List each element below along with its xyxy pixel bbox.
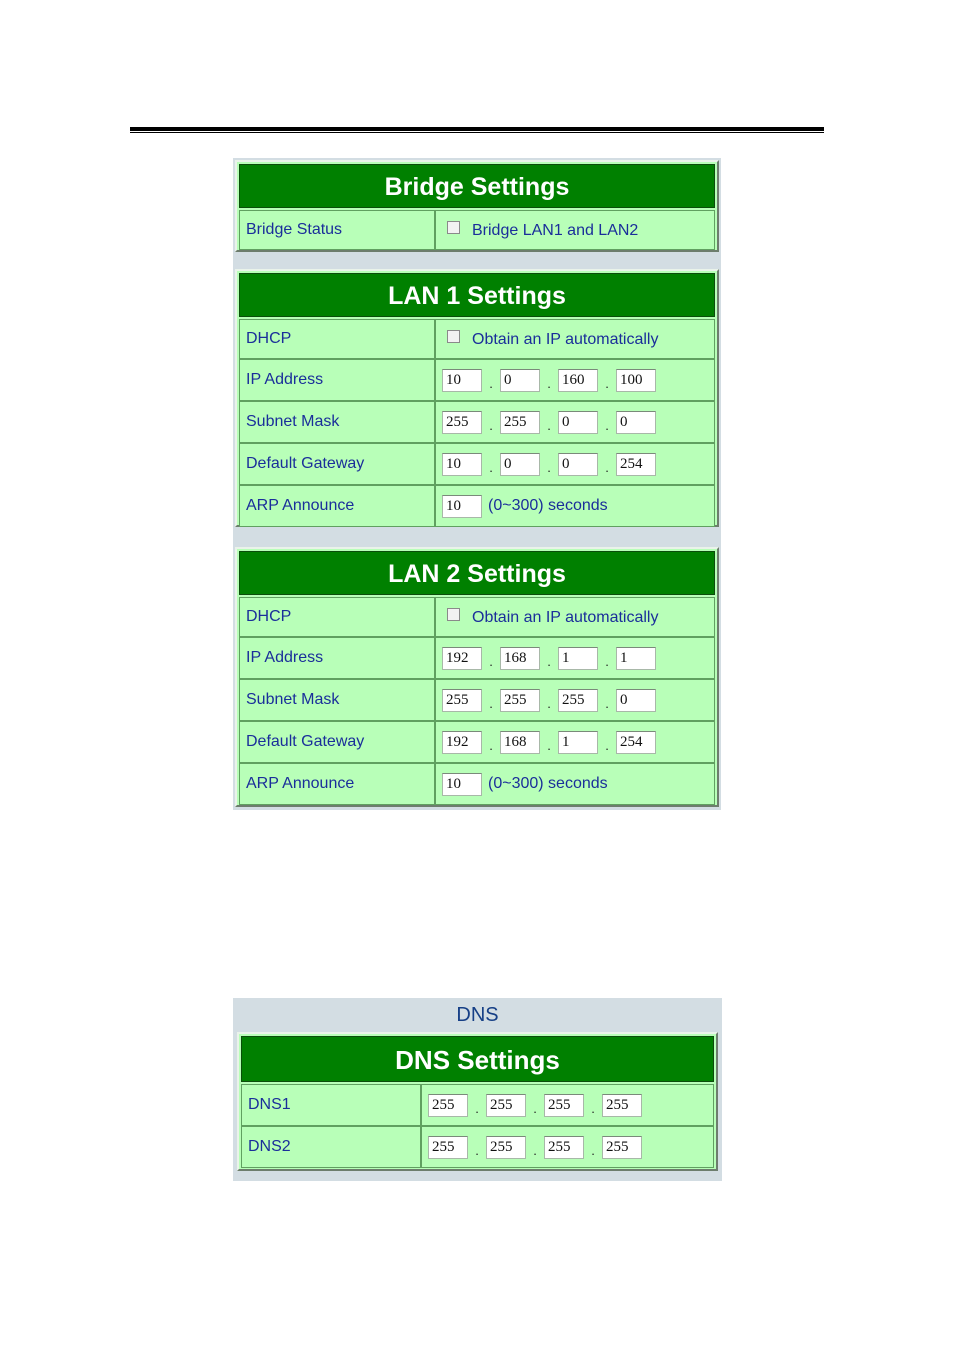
dns-settings-table xyxy=(237,1032,718,1171)
lan1-ip-octet-4[interactable]: 100 xyxy=(616,369,656,392)
lan1-settings-title: LAN 1 Settings xyxy=(239,273,715,317)
lan2-mask-octet-4[interactable]: 0 xyxy=(616,689,656,712)
lan1-arp-row xyxy=(239,485,715,527)
lan2-mask-octet-3[interactable]: 255 xyxy=(558,689,598,712)
lan2-gateway-value: 192 . 168 . 1 . 254 xyxy=(435,721,715,763)
lan2-mask-label: Subnet Mask xyxy=(239,679,435,721)
page-rule-thin xyxy=(130,132,824,133)
lan2-mask-octet-2[interactable]: 255 xyxy=(500,689,540,712)
lan1-dhcp-label: DHCP xyxy=(239,319,435,359)
lan2-gateway-octet-3[interactable]: 1 xyxy=(558,731,598,754)
lan2-dhcp-checkbox[interactable] xyxy=(447,608,460,621)
dns2-value: 255 . 255 . 255 . 255 xyxy=(421,1126,714,1168)
lan2-mask-value: 255 . 255 . 255 . 0 xyxy=(435,679,715,721)
bridge-settings-table xyxy=(235,160,719,252)
lan1-arp-input[interactable]: 10 xyxy=(442,495,482,518)
dns2-octet-4[interactable]: 255 xyxy=(602,1136,642,1159)
lan1-mask-row xyxy=(239,401,715,443)
lan1-gateway-value: 10 . 0 . 0 . 254 xyxy=(435,443,715,485)
dns1-octet-2[interactable]: 255 xyxy=(486,1094,526,1117)
lan1-mask-octet-4[interactable]: 0 xyxy=(616,411,656,434)
dns1-octet-1[interactable]: 255 xyxy=(428,1094,468,1117)
lan1-ip-octet-2[interactable]: 0 xyxy=(500,369,540,392)
lan2-ip-value: 192 . 168 . 1 . 1 xyxy=(435,637,715,679)
lan1-mask-octet-3[interactable]: 0 xyxy=(558,411,598,434)
lan1-ip-octet-1[interactable]: 10 xyxy=(442,369,482,392)
lan2-dhcp-value xyxy=(435,597,715,637)
dns1-value: 255 . 255 . 255 . 255 xyxy=(421,1084,714,1126)
lan1-dhcp-row xyxy=(239,319,715,359)
lan2-dhcp-checkbox-label: Obtain an IP automatically xyxy=(472,609,659,626)
lan2-settings-table xyxy=(235,547,719,807)
dns-caption: DNS xyxy=(456,1004,499,1026)
lan2-ip-octet-2[interactable]: 168 xyxy=(500,647,540,670)
lan1-gateway-octet-3[interactable]: 0 xyxy=(558,453,598,476)
bridge-status-label: Bridge Status xyxy=(239,210,435,250)
lan2-gateway-label: Default Gateway xyxy=(239,721,435,763)
lan1-mask-value: 255 . 255 . 0 . 0 xyxy=(435,401,715,443)
lan2-gateway-octet-2[interactable]: 168 xyxy=(500,731,540,754)
lan1-arp-value xyxy=(435,485,715,527)
lan2-ip-label: IP Address xyxy=(239,637,435,679)
lan2-arp-label: ARP Announce xyxy=(239,763,435,805)
lan2-arp-row xyxy=(239,763,715,805)
lan1-mask-octet-1[interactable]: 255 xyxy=(442,411,482,434)
lan1-dhcp-checkbox-label: Obtain an IP automatically xyxy=(472,331,659,348)
lan1-ip-value: 10 . 0 . 160 . 100 xyxy=(435,359,715,401)
lan1-gateway-label: Default Gateway xyxy=(239,443,435,485)
network-settings-panel xyxy=(233,158,721,810)
lan2-arp-input[interactable]: 10 xyxy=(442,773,482,796)
lan2-dhcp-row xyxy=(239,597,715,637)
lan2-ip-octet-3[interactable]: 1 xyxy=(558,647,598,670)
lan1-ip-label: IP Address xyxy=(239,359,435,401)
lan2-gateway-octet-4[interactable]: 254 xyxy=(616,731,656,754)
lan2-gateway-row xyxy=(239,721,715,763)
dns2-label: DNS2 xyxy=(241,1126,421,1168)
lan1-settings-table xyxy=(235,269,719,527)
dns1-label: DNS1 xyxy=(241,1084,421,1126)
bridge-settings-title: Bridge Settings xyxy=(239,164,715,208)
lan1-gateway-row xyxy=(239,443,715,485)
dns2-octet-1[interactable]: 255 xyxy=(428,1136,468,1159)
lan1-arp-suffix: (0~300) seconds xyxy=(488,497,608,514)
lan2-ip-octet-4[interactable]: 1 xyxy=(616,647,656,670)
bridge-checkbox-label: Bridge LAN1 and LAN2 xyxy=(472,222,639,239)
lan1-arp-label: ARP Announce xyxy=(239,485,435,527)
dns-settings-title: DNS Settings xyxy=(241,1036,714,1082)
dns1-row xyxy=(241,1084,714,1126)
lan2-ip-row xyxy=(239,637,715,679)
lan1-mask-octet-2[interactable]: 255 xyxy=(500,411,540,434)
lan1-gateway-octet-2[interactable]: 0 xyxy=(500,453,540,476)
lan2-arp-value xyxy=(435,763,715,805)
page-rule-thick xyxy=(130,127,824,131)
lan2-settings-title: LAN 2 Settings xyxy=(239,551,715,595)
dns2-row xyxy=(241,1126,714,1168)
bridge-checkbox[interactable] xyxy=(447,221,460,234)
lan1-dhcp-checkbox[interactable] xyxy=(447,330,460,343)
dns2-octet-3[interactable]: 255 xyxy=(544,1136,584,1159)
lan1-dhcp-value xyxy=(435,319,715,359)
lan2-mask-octet-1[interactable]: 255 xyxy=(442,689,482,712)
dns2-octet-2[interactable]: 255 xyxy=(486,1136,526,1159)
lan2-gateway-octet-1[interactable]: 192 xyxy=(442,731,482,754)
dns1-octet-4[interactable]: 255 xyxy=(602,1094,642,1117)
lan1-gateway-octet-4[interactable]: 254 xyxy=(616,453,656,476)
lan2-arp-suffix: (0~300) seconds xyxy=(488,775,608,792)
lan2-mask-row xyxy=(239,679,715,721)
lan2-dhcp-label: DHCP xyxy=(239,597,435,637)
dns1-octet-3[interactable]: 255 xyxy=(544,1094,584,1117)
lan1-mask-label: Subnet Mask xyxy=(239,401,435,443)
lan1-gateway-octet-1[interactable]: 10 xyxy=(442,453,482,476)
bridge-status-row xyxy=(239,210,715,250)
lan2-ip-octet-1[interactable]: 192 xyxy=(442,647,482,670)
bridge-status-value xyxy=(435,210,715,250)
lan1-ip-octet-3[interactable]: 160 xyxy=(558,369,598,392)
lan1-ip-row xyxy=(239,359,715,401)
